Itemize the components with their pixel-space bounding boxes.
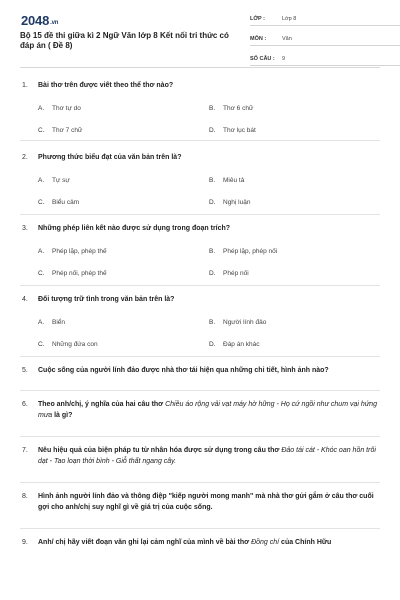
question-text-pre: Anh/ chị hãy viết đoạn văn ghi lại cảm nghĩ của mình về bài thơ — [38, 539, 252, 546]
question-head — [20, 223, 380, 234]
question-text-pre: Nêu hiệu quả của biện pháp tu từ nhân hóa được sử dụng trong câu thơ — [38, 447, 282, 454]
option-letter: A. — [38, 248, 45, 255]
option-d[interactable] — [209, 269, 380, 278]
question-text: Cuộc sống của người lính đảo được nhà thơ tái hiện qua những chi tiết, hình ảnh nào? — [38, 367, 329, 374]
option-text: Biển — [52, 319, 66, 326]
divider — [20, 390, 380, 391]
option-text: Phép nối, phép thế — [52, 270, 107, 277]
site-logo[interactable] — [21, 13, 58, 28]
question-number: 5. — [22, 367, 28, 374]
question-7 — [20, 445, 380, 467]
option-letter: C. — [38, 270, 45, 277]
option-letter: D. — [209, 270, 216, 277]
meta-value: 9 — [282, 55, 286, 62]
meta-value: Văn — [282, 35, 292, 42]
question-head — [20, 365, 380, 376]
question-number: 3. — [22, 225, 28, 232]
option-text: Phép lặp, phép thế — [52, 248, 107, 255]
option-a[interactable] — [38, 104, 209, 113]
options — [20, 247, 380, 278]
options — [20, 104, 380, 135]
option-text: Miêu tả — [223, 177, 245, 184]
question-text: Phương thức biểu đạt của văn bản trên là? — [38, 154, 182, 161]
option-letter: A. — [38, 177, 45, 184]
question-text: Những phép liên kết nào được sử dụng trong đoạn trích? — [38, 225, 231, 232]
option-c[interactable] — [38, 269, 209, 278]
question-3 — [20, 223, 380, 278]
option-d[interactable] — [209, 340, 380, 349]
question-9 — [20, 537, 380, 548]
option-letter: A. — [38, 319, 45, 326]
question-text: Đối tượng trữ tình trong văn bản trên là? — [38, 296, 175, 303]
logo-main: 2048 — [21, 13, 50, 28]
option-b[interactable] — [209, 318, 380, 327]
option-c[interactable] — [38, 198, 209, 207]
option-d[interactable] — [209, 198, 380, 207]
question-8 — [20, 491, 380, 513]
option-text: Thơ 6 chữ — [223, 105, 254, 112]
question-number: 7. — [22, 447, 28, 454]
question-number: 9. — [22, 539, 28, 546]
logo-sub: .vn — [50, 20, 59, 26]
meta-panel — [250, 12, 400, 72]
question-6 — [20, 399, 380, 421]
option-a[interactable] — [38, 247, 209, 256]
question-head — [20, 152, 380, 163]
option-d[interactable] — [209, 126, 380, 135]
options — [20, 318, 380, 349]
option-text: Tự sự — [52, 177, 70, 184]
question-head — [20, 294, 380, 305]
question-number: 8. — [22, 493, 28, 500]
option-c[interactable] — [38, 126, 209, 135]
divider — [20, 482, 380, 483]
question-text — [38, 537, 380, 548]
divider — [20, 285, 380, 286]
divider — [20, 436, 380, 437]
divider — [20, 528, 380, 529]
divider — [20, 140, 380, 141]
option-letter: B. — [209, 177, 216, 184]
option-text: Thơ tự do — [52, 105, 81, 112]
option-text: Thơ lục bát — [223, 127, 256, 134]
document-title: Bộ 15 đề thi giữa kì 2 Ngữ Văn lớp 8 Kết nối tri thức có đáp án ( Đề 8) — [20, 31, 229, 50]
options — [20, 176, 380, 207]
question-text — [38, 399, 380, 421]
question-text: Hình ảnh người lính đảo và thông điệp "kiếp người mong manh" mà nhà thơ gửi gắm ở câu thơ cuối gợi cho anh/chị suy nghĩ gì về giá trị của cuộc sống. — [38, 493, 374, 511]
question-head — [20, 491, 380, 513]
option-text: Biểu cảm — [52, 199, 80, 206]
option-letter: D. — [209, 199, 216, 206]
divider — [20, 356, 380, 357]
question-1 — [20, 80, 380, 135]
option-letter: A. — [38, 105, 45, 112]
quoted-title: Đồng chí — [251, 539, 280, 546]
option-text: Những đứa con — [52, 341, 98, 348]
option-a[interactable] — [38, 176, 209, 185]
question-5 — [20, 365, 380, 376]
question-text — [38, 445, 380, 467]
meta-value: Lớp 8 — [282, 15, 297, 22]
option-letter: C. — [38, 341, 45, 348]
quoted-verse: Chiều áo rộng vải vạt máy hờ hững - Họ cứ ngồi như chum vại hứng mưa — [38, 401, 377, 419]
question-text-post: là gì? — [52, 412, 73, 419]
meta-row-count — [250, 52, 400, 66]
question-text-pre: Theo anh/chị, ý nghĩa của hai câu thơ — [38, 401, 166, 408]
option-text: Người lính đảo — [223, 319, 267, 326]
meta-label: SỐ CÂU : — [250, 55, 275, 62]
meta-label: LỚP : — [250, 15, 265, 22]
option-letter: B. — [209, 248, 216, 255]
divider — [20, 214, 380, 215]
option-b[interactable] — [209, 247, 380, 256]
meta-row-subject — [250, 32, 400, 46]
question-text-post: của Chính Hữu — [279, 539, 332, 546]
question-text: Bài thơ trên được viết theo thể thơ nào? — [38, 82, 174, 89]
quoted-verse: Đảo tái cát - Khóc oan hồn trôi dạt - Tao loạn thời bình - Giỗ thất ngang cây. — [38, 447, 376, 465]
option-text: Đáp án khác — [223, 341, 260, 348]
question-number: 6. — [22, 401, 28, 408]
header — [20, 0, 380, 68]
option-text: Thơ 7 chữ — [52, 127, 83, 134]
question-head — [20, 445, 380, 467]
option-b[interactable] — [209, 104, 380, 113]
option-letter: D. — [209, 127, 216, 134]
option-text: Nghị luận — [223, 199, 251, 206]
question-head — [20, 537, 380, 548]
option-letter: B. — [209, 105, 216, 112]
option-letter: B. — [209, 319, 216, 326]
meta-label: MÔN : — [250, 35, 267, 42]
option-letter: C. — [38, 127, 45, 134]
question-2 — [20, 152, 380, 207]
meta-row-class — [250, 12, 400, 26]
option-letter: C. — [38, 199, 45, 206]
question-number: 1. — [22, 82, 28, 89]
question-head — [20, 399, 380, 421]
question-4 — [20, 294, 380, 349]
option-a[interactable] — [38, 318, 209, 327]
question-head — [20, 80, 380, 91]
question-number: 2. — [22, 154, 28, 161]
option-b[interactable] — [209, 176, 380, 185]
option-letter: D. — [209, 341, 216, 348]
option-c[interactable] — [38, 340, 209, 349]
option-text: Phép lặp, phép nối — [223, 248, 278, 255]
question-number: 4. — [22, 296, 28, 303]
option-text: Phép nối — [223, 270, 249, 277]
